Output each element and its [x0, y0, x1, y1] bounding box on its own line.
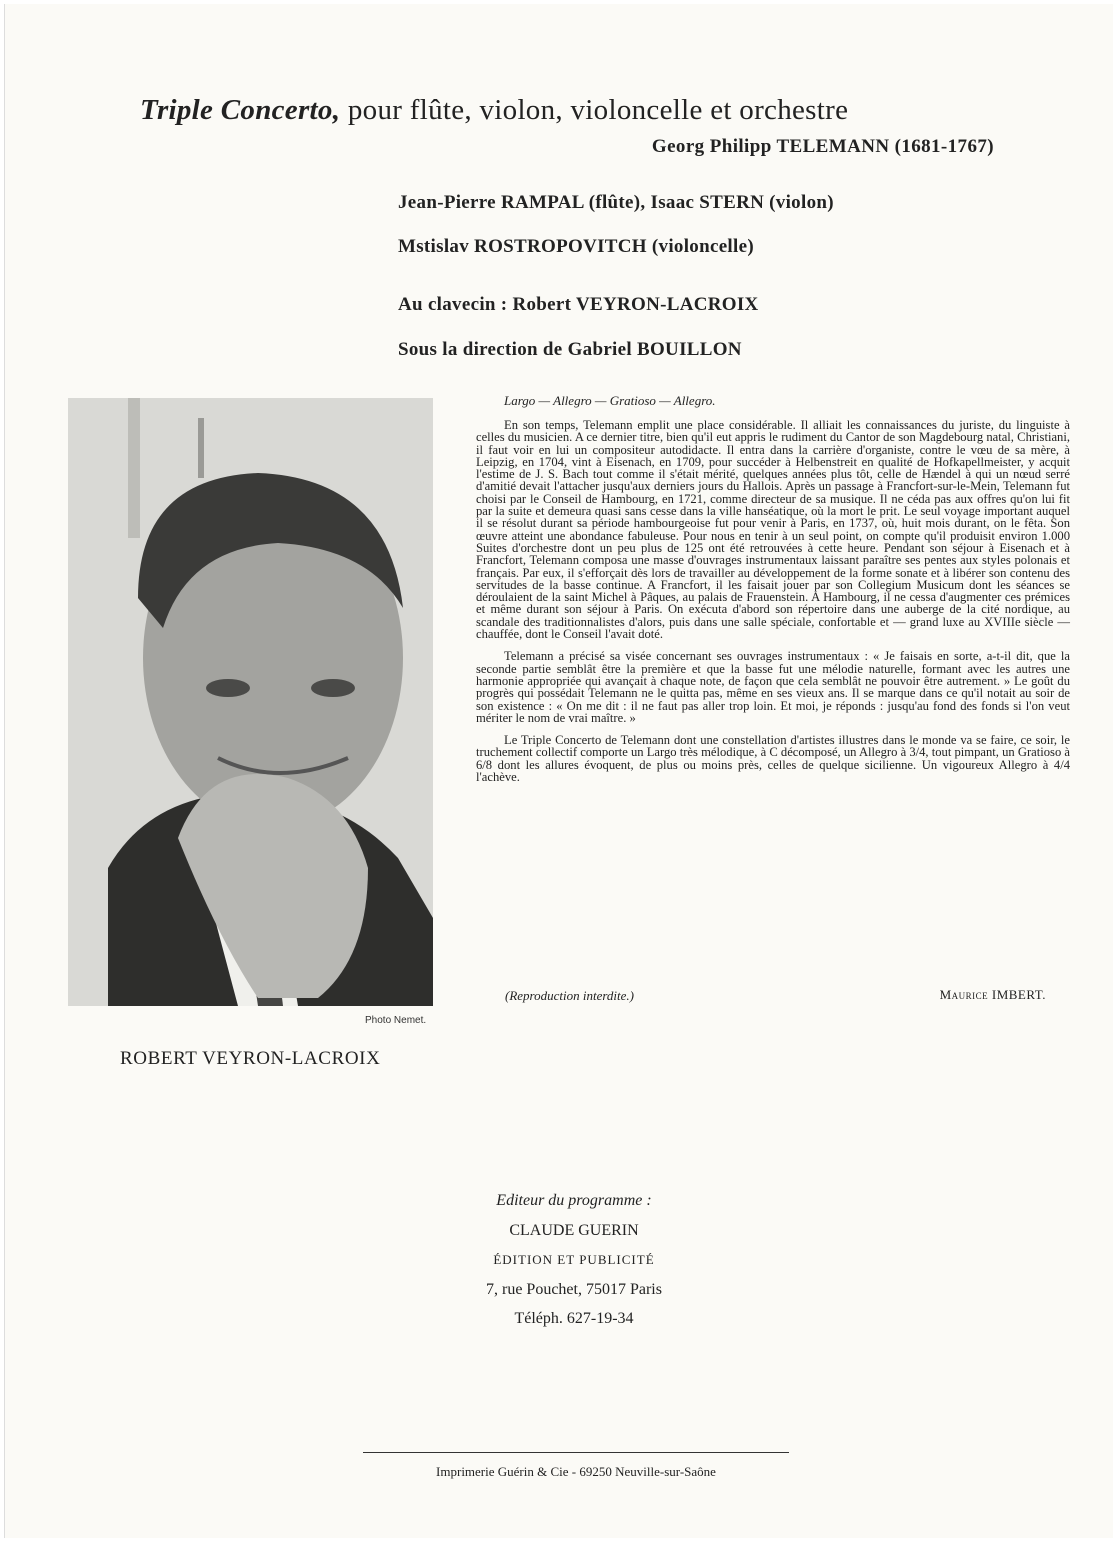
reproduction-notice: (Reproduction interdite.)	[505, 988, 635, 1003]
program-notes	[476, 419, 1070, 793]
article-paragraph: Telemann a précisé sa visée concernant ses ouvrages instrumentaux : « Je faisais en sorte, a-t-il dit, que la seconde partie semblât être la première et que la basse fut une mélodie naturelle, formant avec les autres une harmonie appropriée qui avançait à chaque note, de façon que cela semblât ne pouvoir être autrement. » Le goût du progrès qui possédait Telemann ne le quitta pas, même en ses vieux ans. Il se marque dans ce qu'il notait au soir de son existence : « On me dit : il ne faut pas aller trop loin. Et moi, je réponds : jusqu'au fond des fonds si l'on veut mériter le nom de vrai maître. »	[476, 649, 1070, 725]
footer-divider	[363, 1452, 789, 1453]
performers-line-1: Jean-Pierre RAMPAL (flûte), Isaac STERN (violon)	[398, 192, 834, 213]
publisher-block	[374, 1186, 774, 1334]
publisher-label: Editeur du programme :	[496, 1192, 652, 1209]
harpsichord-credit: Au clavecin : Robert VEYRON-LACROIX	[398, 294, 759, 315]
publisher-name: CLAUDE GUERIN	[509, 1221, 639, 1239]
composer-name: Georg Philipp TELEMANN (1681-1767)	[651, 136, 994, 157]
concert-title	[140, 94, 1020, 127]
work-subtitle: pour flûte, violon, violoncelle et orchestre	[347, 94, 849, 126]
photo-credit: Photo Nemet.	[365, 1015, 427, 1026]
printer-credit: Imprimerie Guérin & Cie - 69250 Neuville-sur-Saône	[436, 1464, 716, 1479]
publisher-phone: Téléph. 627-19-34	[514, 1310, 634, 1327]
performers-line-2: Mstislav ROSTROPOVITCH (violoncelle)	[398, 236, 754, 257]
portrait-photo	[68, 398, 433, 1006]
author-signature: Maurice IMBERT.	[939, 987, 1046, 1002]
photo-caption: ROBERT VEYRON-LACROIX	[120, 1048, 381, 1069]
movements-list: Largo — Allegro — Gratioso — Allegro.	[504, 393, 716, 408]
article-paragraph: Le Triple Concerto de Telemann dont une constellation d'artistes illustres dans le monde va se faire, ce soir, le truchement collectif comporte un Largo très mélodique, à C décomposé, un Allegro à 3/4, tout pimpant, un Gratioso à 6/8 dont les allures évoquent, de plus ou moins près, celles de quelque sicilienne. Un vigoureux Allegro à 4/4 l'achève.	[476, 733, 1070, 785]
work-title: Triple Concerto,	[140, 94, 341, 126]
publisher-tagline: ÉDITION ET PUBLICITÉ	[493, 1252, 655, 1267]
conductor-credit: Sous la direction de Gabriel BOUILLON	[398, 339, 742, 360]
article-paragraph: En son temps, Telemann emplit une place considérable. Il alliait les connaissances du juriste, du linguiste à celles du musicien. A ce dernier titre, bien qu'il eut appris le rudiment du Cantor de son Magdebourg natal, Christiani, il faut voir en lui un compositeur autodidacte. Il entra dans la carrière d'organiste, contre le vœu de sa mère, à Leipzig, en 1704, vint à Eisenach, en 1709, pour succéder à Helbenstreit en qualité de Hofkapellmeister, y acquit l'estime de J. S. Bach tout comme il s'était mérité, quelques années plus tôt, celle de Hændel à qui un nœud serré d'amitié devait l'attacher jusqu'aux derniers jours du Hallois. Après un passage à Francfort-sur-le-Mein, Telemann fut choisi par le Conseil de Hambourg, en 1721, comme directeur de sa musique. Il ne céda pas aux offres qu'on lui fit par la suite et demeura quasi sans cesse dans la ville hanséatique, où la mort le prit. Le seul voyage important auquel il se résolut durant sa période hambourgeoise fut pour venir à Paris, en 1737, où, huit mois durant, on le fêta. Son œuvre atteint une abondance fabuleuse. Pour nous en tenir à un seul point, on compte qu'il produisit environ 1.000 Suites d'orchestre dont un peu plus de 125 ont été retrouvées à cette heure. Pendant son séjour à Eisenach et à Francfort, Telemann composa une masse d'ouvrages instrumentaux laissant paraître ses pentes aux styles polonais et français. Par eux, il s'efforçait dès lors de travailler au développement de la forme sonate et à libérer son contenu des servitudes de la basse continue. A Francfort, il les faisait jouer par son Collegium Musicum dont les séances se déroulaient de la saint Michel à Pâques, au palais de Frauenstein. A Hambourg, il ne cessa d'augmenter ces prémices et même durant son séjour à Paris. On exécuta d'abord son répertoire dans une auberge de la cité nordique, au scandale des traditionnalistes d'alors, puis dans une salle spéciale, confortable et — grand luxe au XVIIIe siècle — chauffée, dont le Conseil l'avait doté.	[476, 418, 1070, 642]
publisher-address: 7, rue Pouchet, 75017 Paris	[486, 1280, 662, 1298]
